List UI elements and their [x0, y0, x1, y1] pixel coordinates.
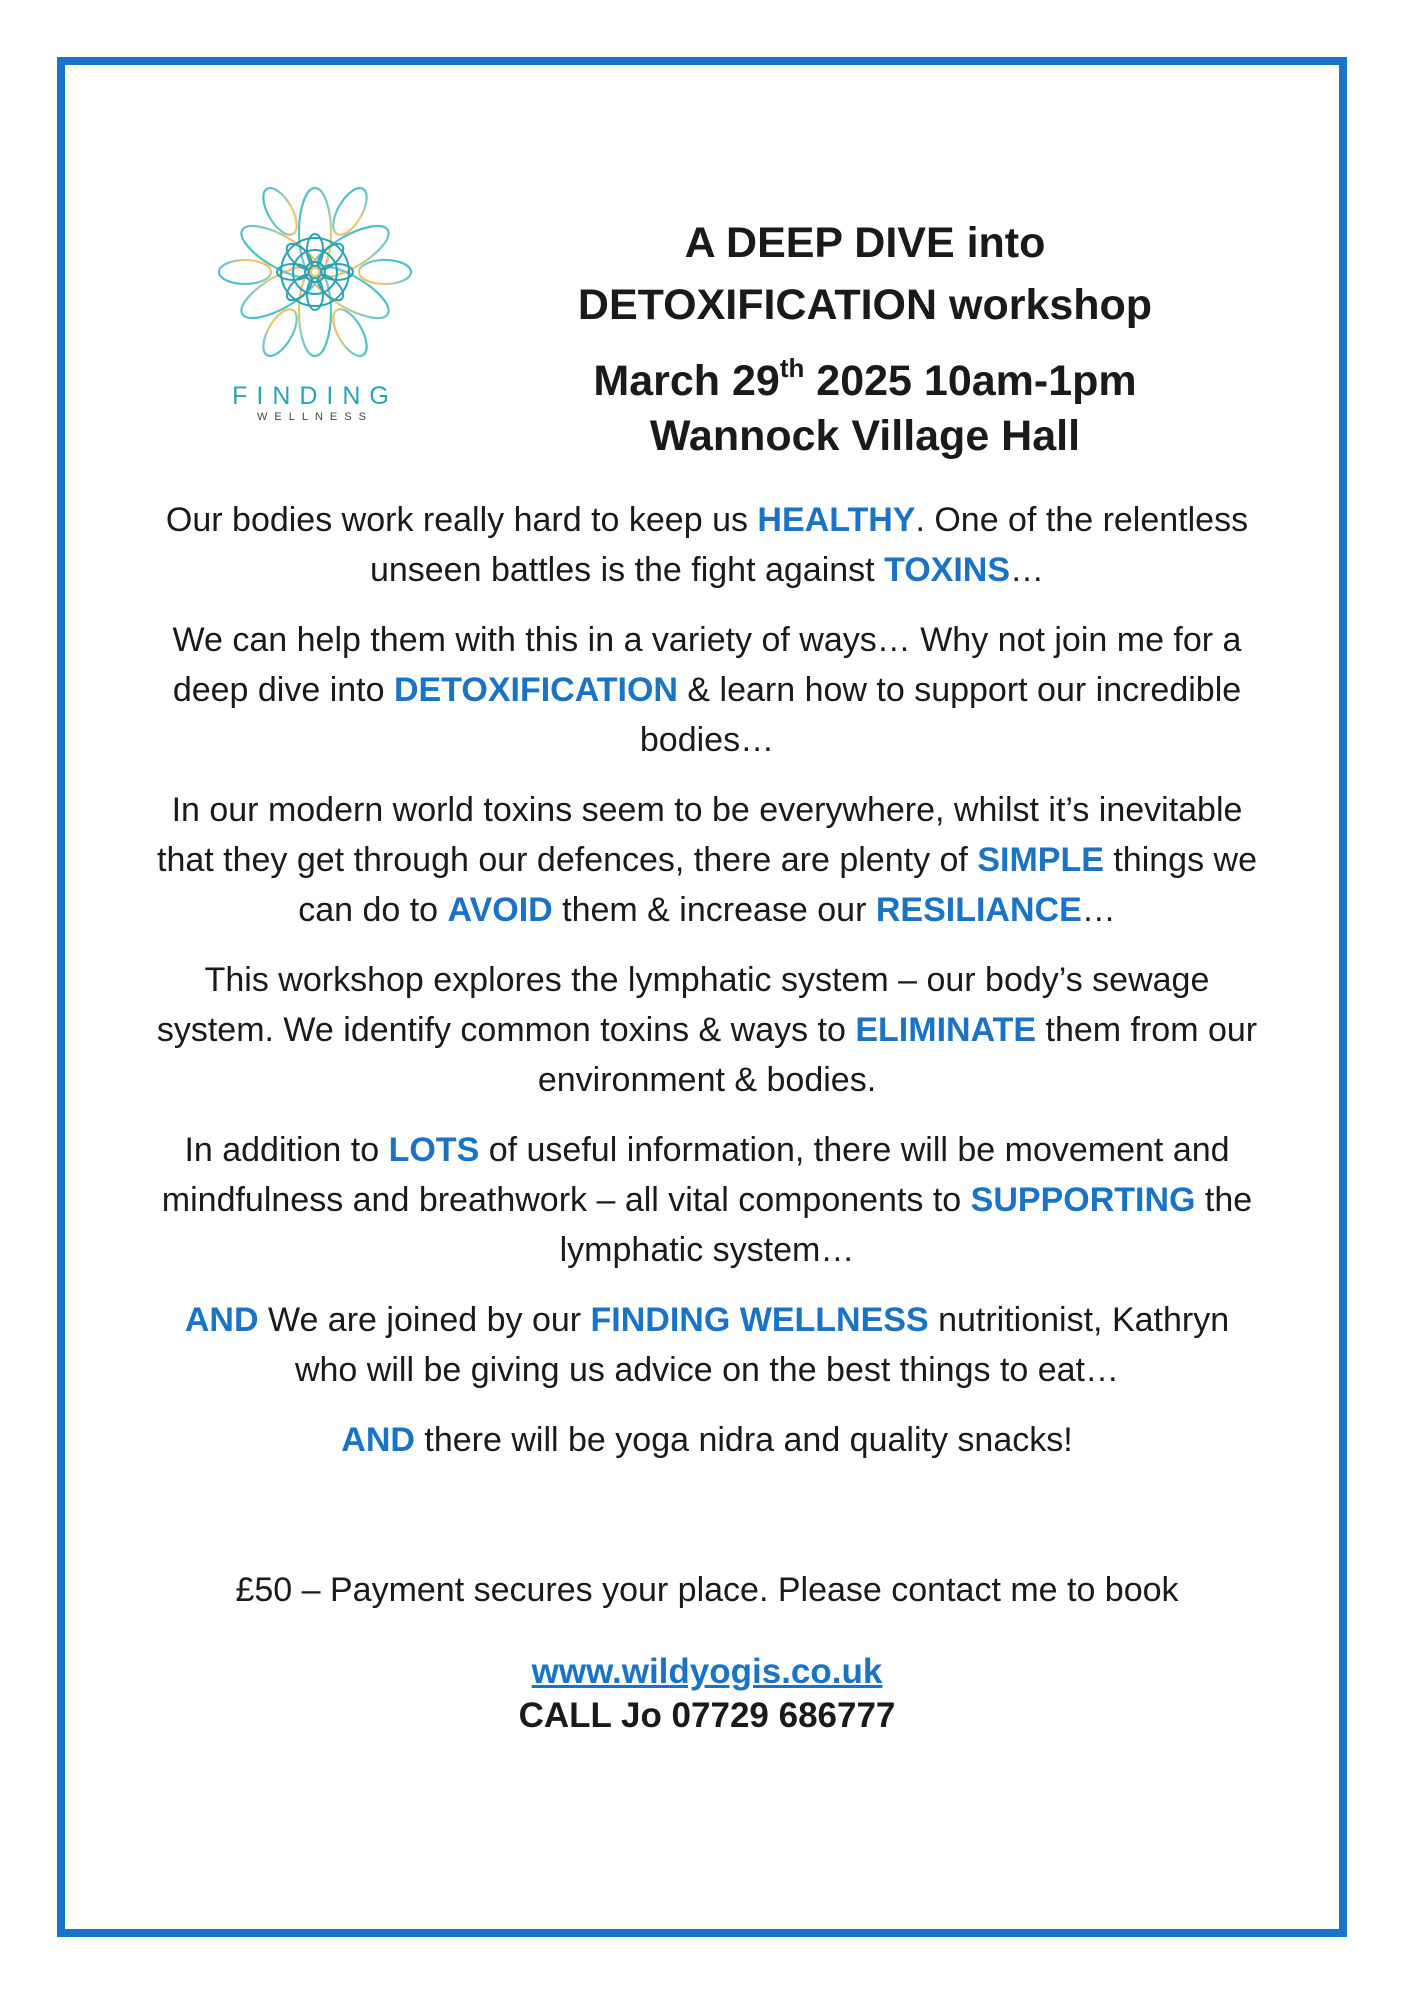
highlight-text: DETOXIFICATION — [393, 671, 678, 709]
date-text: March 29 — [593, 357, 780, 405]
highlight-text: SUPPORTING — [970, 1181, 1196, 1219]
body-text: In addition to — [184, 1131, 389, 1169]
website-link[interactable]: www.wildyogis.co.uk — [531, 1652, 883, 1691]
event-header — [500, 212, 1230, 464]
contact-block — [150, 1650, 1264, 1738]
body-text: the lymphatic system… — [559, 1181, 1253, 1269]
highlight-text: TOXINS — [884, 551, 1011, 589]
body-text: of useful information, there will be movement and mindfulness and breathwork – all vital components to — [161, 1131, 1230, 1219]
body-text: things we can do to — [298, 841, 1257, 929]
body-text: … — [1010, 551, 1045, 589]
body-text: there will be yoga nidra and quality snacks! — [414, 1421, 1073, 1459]
logo-name: FINDING — [232, 382, 398, 410]
logo — [210, 172, 420, 432]
body-text: & learn how to support our incredible bodies… — [639, 671, 1242, 759]
paragraph — [150, 955, 1264, 1105]
price-text: £50 – Payment secures your place. Please contact me to book — [235, 1571, 1179, 1609]
description — [150, 495, 1264, 1485]
highlight-text: LOTS — [388, 1131, 480, 1169]
body-text: Our bodies work really hard to keep us — [165, 501, 758, 539]
logo-subtitle: WELLNESS — [257, 411, 373, 423]
highlight-text: HEALTHY — [757, 501, 916, 539]
highlight-text: SIMPLE — [977, 841, 1104, 879]
highlight-text: AND — [184, 1301, 259, 1339]
paragraph — [150, 615, 1264, 765]
highlight-text: ELIMINATE — [855, 1011, 1037, 1049]
body-text: We can help them with this in a variety of ways… Why not join me for a deep dive into — [172, 621, 1242, 709]
body-text: them & increase our — [552, 891, 876, 929]
body-text: In our modern world toxins seem to be everywhere, whilst it’s inevitable that they get through our defences, there are plenty of — [157, 791, 1243, 879]
body-text: nutritionist, Kathryn who will be giving us advice on the best things to eat… — [294, 1301, 1230, 1389]
event-date — [500, 354, 1230, 409]
body-text: them from our environment & bodies. — [537, 1011, 1258, 1099]
body-text: . One of the relentless unseen battles is the fight against — [369, 501, 1249, 589]
highlight-text: RESILIANCE — [875, 891, 1082, 929]
highlight-text: AND — [341, 1421, 415, 1459]
title-line-1: A DEEP DIVE into — [684, 219, 1046, 267]
mandala-icon — [210, 172, 420, 372]
paragraph — [150, 1295, 1264, 1395]
event-venue: Wannock Village Hall — [649, 412, 1081, 460]
paragraph — [150, 785, 1264, 935]
paragraph — [150, 495, 1264, 595]
phone-text: CALL Jo 07729 686777 — [518, 1696, 896, 1735]
paragraph — [150, 1415, 1264, 1465]
date-ordinal: th — [779, 353, 805, 383]
body-text: … — [1081, 891, 1116, 929]
paragraph — [150, 1125, 1264, 1275]
highlight-text: FINDING WELLNESS — [590, 1301, 929, 1339]
date-time: 2025 10am-1pm — [804, 357, 1137, 405]
title-line-2: DETOXIFICATION workshop — [577, 281, 1153, 329]
highlight-text: AVOID — [447, 891, 553, 929]
body-text: This workshop explores the lymphatic system – our body’s sewage system. We identify common toxins & ways to — [156, 961, 1210, 1049]
body-text: We are joined by our — [258, 1301, 591, 1339]
